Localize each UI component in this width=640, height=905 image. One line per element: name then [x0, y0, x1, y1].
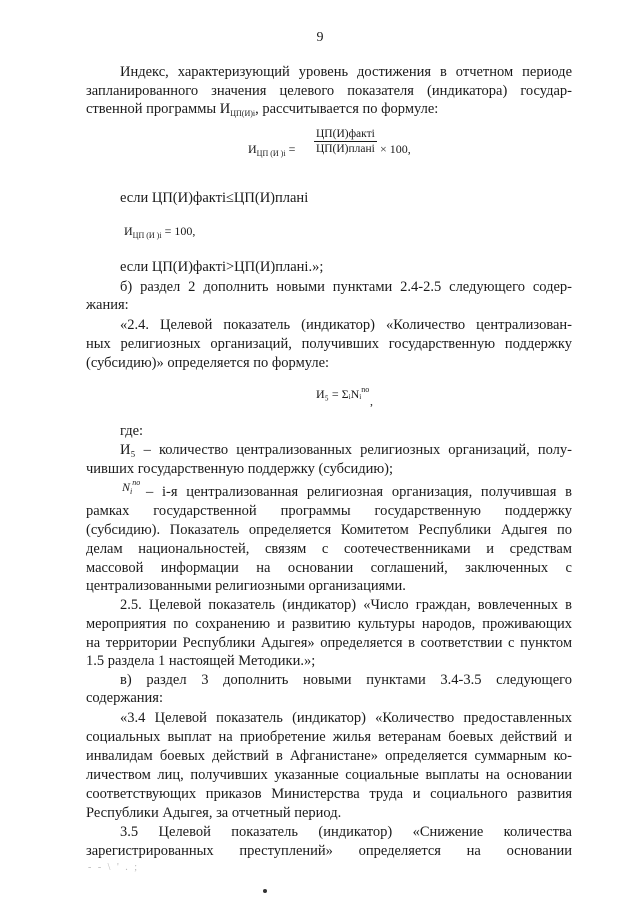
text-line: Республики Адыгея, за отчетный период.: [86, 805, 342, 821]
text-line: в) раздел 3 дополнить новыми пунктами 3.4-3.5 следующего: [120, 672, 572, 688]
text-line: запланированного значения целевого показателя (индикатора) государ-: [86, 83, 572, 99]
text-line: инвалидам боевых действий в Афганистане» определяется суммарным ко-: [86, 748, 572, 764]
text-line: рамках государственной программы государственную поддержку: [86, 503, 572, 519]
text-line: жания:: [86, 297, 129, 313]
text-line: – i-я централизованная религиозная организация, получившая в: [146, 484, 572, 500]
text-line: содержания:: [86, 690, 164, 706]
text-line: (субсидию)» определяется по формуле:: [86, 355, 330, 371]
text-line: чивших государственную поддержку (субсидию);: [86, 461, 394, 477]
text-line: мероприятия по сохранению и развитию культуры народов, проживающих: [86, 616, 572, 632]
text-line: И₅ – количество централизованных религиозных организаций, полу-: [120, 442, 572, 458]
text-line: зарегистрированных преступлений» определяется на основании: [86, 843, 572, 859]
formula-sum: И₅ = ΣᵢNᵢ$^{no}$: [316, 385, 370, 401]
text-line: б) раздел 2 дополнить новыми пунктами 2.4-2.5 следующего содер-: [120, 279, 572, 295]
text-line: «3.4 Целевой показатель (индикатор) «Количество предоставленных: [120, 710, 572, 726]
text-line: соответствующих приказов Министерства труда и социального развития: [86, 786, 572, 802]
scan-artifact: - - \ ' . ;: [88, 862, 140, 873]
formula-condition: если ЦП(И)фактi≤ЦП(И)планi: [120, 190, 309, 206]
formula-index-lhs: $И_{ЦП (И )i}$ =: [248, 142, 296, 158]
scan-dot: [263, 889, 267, 893]
text-line: личеством лиц, получивших указанные социальные выплаты на основании: [86, 767, 572, 783]
text-line: социальных выплат на приобретение жилья ветеранам боевых действий и: [86, 729, 572, 745]
text-line: 3.5 Целевой показатель (индикатор) «Снижение количества: [120, 824, 572, 840]
fraction-numerator: ЦП(И)фактi: [316, 128, 375, 140]
text-line: делам национальностей, связям с соотечественниками и средствам: [86, 541, 572, 557]
formula-multiplier: × 100,: [380, 142, 411, 156]
ni-symbol: $N_i^{no}$: [122, 478, 141, 496]
text-line: на территории Республики Адыгея» определяется в соответствии с пунктом: [86, 635, 572, 651]
formula-condition: если ЦП(И)фактi>ЦП(И)планi.»;: [120, 259, 324, 275]
text-line: где:: [120, 423, 144, 439]
formula-fraction: [314, 128, 377, 155]
text-line: 1.5 раздела 1 настоящей Методики.»;: [86, 653, 316, 669]
text-line: «2.4. Целевой показатель (индикатор) «Количество централизован-: [120, 317, 572, 333]
formula-index-cap: $И_{ЦП (И )i} = 100$,: [124, 224, 196, 240]
text-line: 2.5. Целевой показатель (индикатор) «Число граждан, вовлеченных в: [120, 597, 572, 613]
page-number: 9: [316, 30, 324, 45]
text-line: (субсидию). Показатель определяется Комитетом Республики Адыгея по: [86, 522, 572, 538]
fraction-denominator: ЦП(И)планi: [315, 143, 375, 155]
text-line: централизованными религиозными организациями.: [86, 578, 406, 594]
text-line: Индекс, характеризующий уровень достижения в отчетном периоде: [120, 64, 572, 80]
formula-comma: ,: [370, 394, 373, 408]
text-line: ственной программы $И_{ЦП(И)i}$, рассчитывается по формуле:: [86, 101, 439, 118]
text-line: ных религиозных организаций, получивших государственную поддержку: [86, 336, 572, 352]
text-line: массовой информации на основании соглашений, заключенных с: [86, 560, 572, 576]
